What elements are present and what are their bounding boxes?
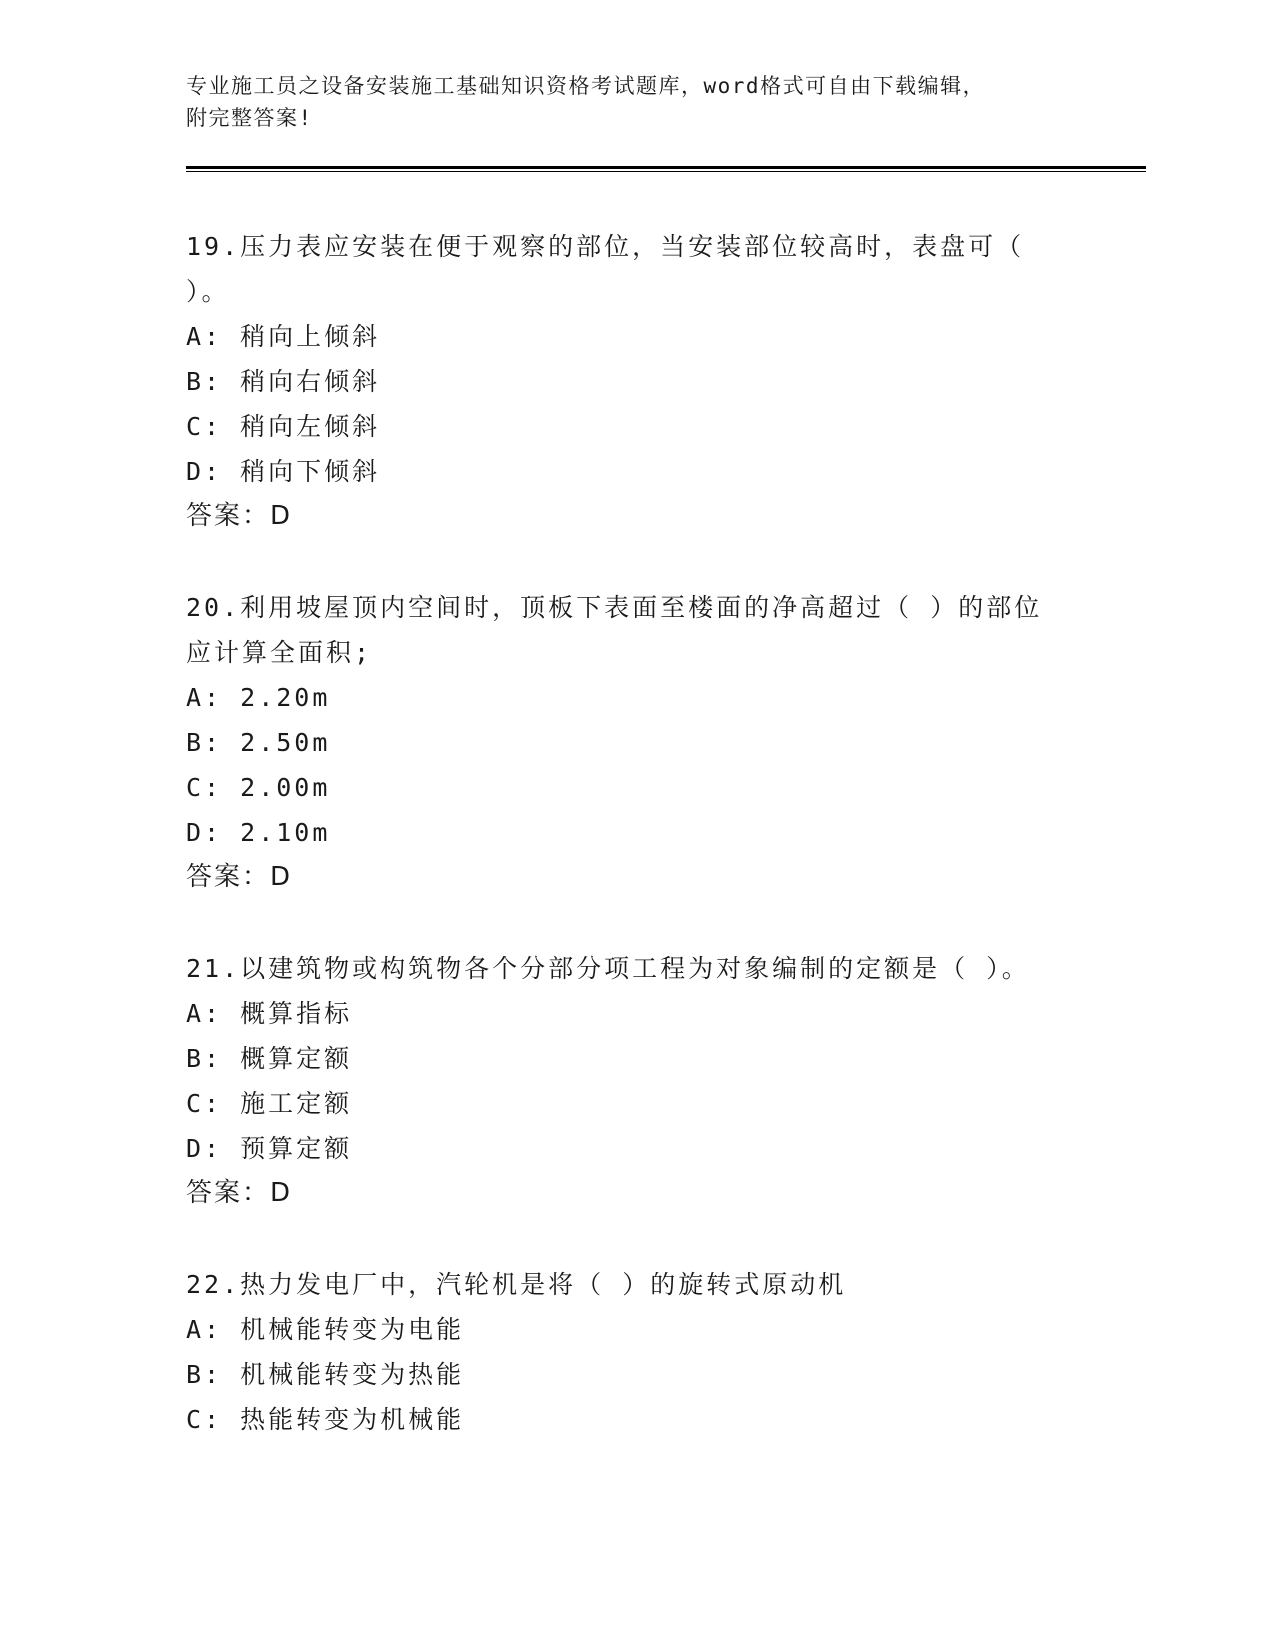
question-stem: 22.热力发电厂中，汽轮机是将（ ）的旋转式原动机 [186, 1270, 847, 1299]
document-header [186, 70, 1146, 134]
option-c: C: 热能转变为机械能 [186, 1405, 465, 1434]
answer: 答案：D [186, 1178, 293, 1208]
answer: 答案：D [186, 501, 293, 531]
option-c: C: 2.00m [186, 773, 331, 802]
question-22 [186, 1262, 1146, 1442]
option-d: D: 预算定额 [186, 1134, 353, 1163]
question-stem-continued: 应计算全面积; [186, 638, 373, 667]
option-a: A: 概算指标 [186, 999, 353, 1028]
question-stem: 19.压力表应安装在便于观察的部位，当安装部位较高时，表盘可（ [186, 232, 1025, 261]
option-a: A: 2.20m [186, 683, 331, 712]
header-line-2: 附完整答案! [186, 106, 313, 130]
document-page [186, 70, 1146, 1442]
option-a: A: 机械能转变为电能 [186, 1315, 465, 1344]
question-stem: 21.以建筑物或构筑物各个分部分项工程为对象编制的定额是（ ）。 [186, 954, 1030, 983]
question-20 [186, 585, 1146, 900]
answer: 答案：D [186, 862, 293, 892]
option-c: C: 稍向左倾斜 [186, 412, 381, 441]
option-b: B: 2.50m [186, 728, 331, 757]
question-stem-continued: ）。 [186, 277, 230, 306]
question-stem: 20.利用坡屋顶内空间时，顶板下表面至楼面的净高超过（ ）的部位 [186, 593, 1043, 622]
option-d: D: 2.10m [186, 818, 331, 847]
option-b: B: 稍向右倾斜 [186, 367, 381, 396]
option-b: B: 概算定额 [186, 1044, 353, 1073]
question-21 [186, 946, 1146, 1216]
header-line-1: 专业施工员之设备安装施工基础知识资格考试题库，word格式可自由下载编辑， [186, 74, 986, 98]
header-divider [186, 166, 1146, 172]
option-a: A: 稍向上倾斜 [186, 322, 381, 351]
option-b: B: 机械能转变为热能 [186, 1360, 465, 1389]
question-19 [186, 224, 1146, 539]
option-d: D: 稍向下倾斜 [186, 457, 381, 486]
option-c: C: 施工定额 [186, 1089, 353, 1118]
